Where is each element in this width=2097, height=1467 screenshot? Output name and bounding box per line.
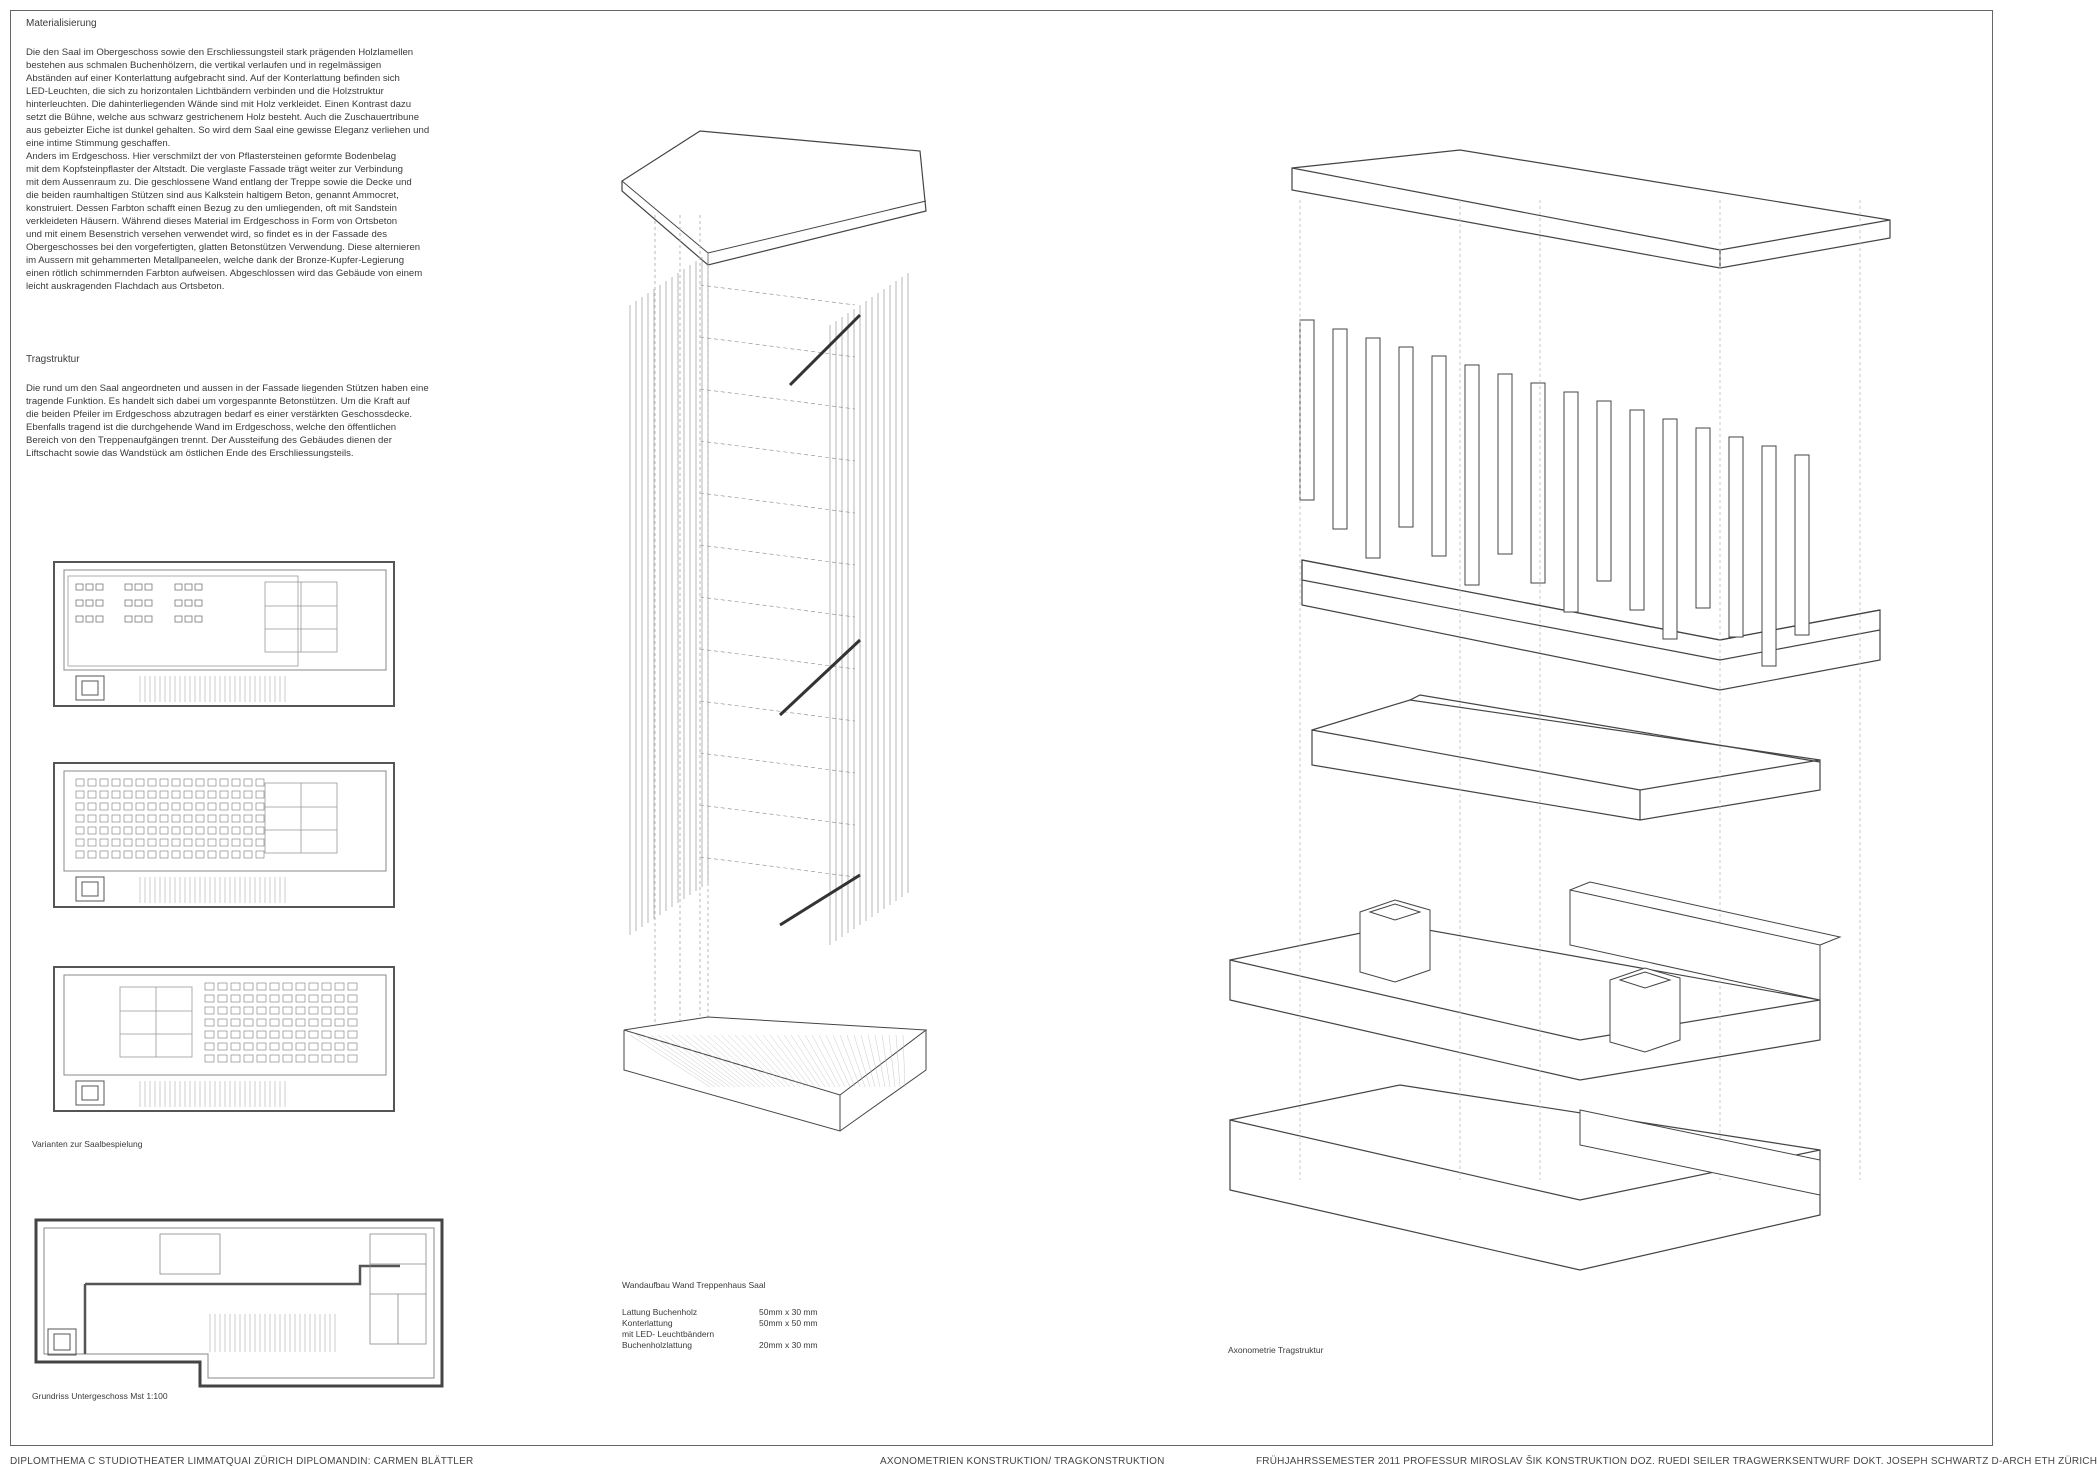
- text-line: die beiden raumhaltigen Stützen sind aus Kalkstein haltigem Beton, genannt Ammocret,: [26, 190, 399, 201]
- spec-name: Konterlattung: [622, 1318, 673, 1328]
- text-line: Obergeschosses bei den vorgefertigten, glatten Betonstützen Verwendung. Diese alternieren: [26, 242, 421, 253]
- text-line: eine intime Stimmung geschaffen.: [26, 138, 171, 149]
- wandaufbau-caption: Wandaufbau Wand Treppenhaus Saal: [622, 1280, 766, 1290]
- materialisierung-text: [26, 46, 429, 293]
- text-line: leicht auskragenden Flachdach aus Ortsbeton.: [26, 281, 225, 292]
- text-line: tragende Funktion. Es handelt sich dabei um vorgespannte Betonstützen. Um die Kraft auf: [26, 396, 410, 407]
- text-line: die beiden Pfeiler im Erdgeschoss abzutragen bedarf es einer verstärkten Geschossdecke.: [26, 409, 413, 420]
- spec-value: 50mm x 50 mm: [759, 1318, 818, 1328]
- text-line: Die den Saal im Obergeschoss sowie den Erschliessungsteil stark prägenden Holzlamellen: [26, 47, 414, 58]
- text-line: Anders im Erdgeschoss. Hier verschmilzt der von Pflastersteinen geformte Bodenbelag: [26, 151, 397, 162]
- text-line: LED-Leuchten, die sich zu horizontalen Lichtbändern verbinden und die Holzstruktur: [26, 86, 384, 97]
- spec-name: Lattung Buchenholz: [622, 1307, 698, 1317]
- floor-plan-variant-1: [40, 556, 410, 716]
- floor-plan-variant-2: [40, 757, 410, 917]
- text-line: setzt die Bühne, welche aus schwarz gestrichenem Holz besteht. Auch die Zuschauertribune: [26, 112, 420, 123]
- spec-value: 50mm x 30 mm: [759, 1307, 818, 1317]
- saalbespielung-caption: Varianten zur Saalbespielung: [32, 1139, 143, 1149]
- spec-name: mit LED- Leuchtbändern: [622, 1329, 715, 1339]
- text-line: aus gebeizter Eiche ist dunkel gehalten. So wird dem Saal eine gewisse Eleganz verliehen und: [26, 125, 430, 136]
- text-line: und mit einem Besenstrich versehen verwendet wird, so findet es in der Fassade des: [26, 229, 388, 240]
- spec-value: 20mm x 30 mm: [759, 1340, 818, 1350]
- axonometrie-caption: Axonometrie Tragstruktur: [1228, 1345, 1324, 1355]
- text-line: Abständen auf einer Konterlattung aufgebracht sind. Auf der Konterlattung befinden sich: [26, 73, 400, 84]
- text-line: einen rötlich schimmernden Farbton aufweisen. Abgeschlossen wird das Gebäude von einem: [26, 268, 423, 279]
- tragstruktur-heading: Tragstruktur: [26, 354, 80, 365]
- text-line: Bereich von den Treppenaufgängen trennt. Der Aussteifung des Gebäudes dienen der: [26, 435, 392, 446]
- footer-right: FRÜHJAHRSSEMESTER 2011 PROFESSUR MIROSLAV ŠIK KONSTRUKTION DOZ. RUEDI SEILER TRAGWERKSENTWURF DOKT. JOSEPH SCHWARTZ D-ARCH ETH ZÜRICH: [1256, 1456, 2097, 1467]
- text-line: mit dem Kopfsteinpflaster der Altstadt. Die verglaste Fassade trägt weiter zur Verbindung: [26, 164, 404, 175]
- floor-plan-variant-3: [40, 961, 410, 1121]
- basement-plan: [30, 1214, 450, 1394]
- text-line: verkleideten Häusern. Während dieses Material im Erdgeschoss in Form von Ortsbeton: [26, 216, 398, 227]
- tragstruktur-text: [26, 382, 429, 460]
- text-line: mit dem Aussenraum zu. Die geschlossene Wand entlang der Treppe sowie die Decke und: [26, 177, 412, 188]
- footer-left: DIPLOMTHEMA C STUDIOTHEATER LIMMATQUAI ZÜRICH DIPLOMANDIN: CARMEN BLÄTTLER: [10, 1456, 474, 1467]
- wall-axonometric: [620, 125, 920, 1125]
- footer-center: AXONOMETRIEN KONSTRUKTION/ TRAGKONSTRUKTION: [880, 1456, 1165, 1467]
- text-line: Liftschacht sowie das Wandstück am östlichen Ende des Erschliessungsteils.: [26, 448, 354, 459]
- text-line: hinterleuchten. Die dahinterliegenden Wände sind mit Holz verkleidet. Einen Kontrast dazu: [26, 99, 412, 110]
- text-line: Ebenfalls tragend ist die durchgehende Wand im Erdgeschoss, welche den öffentlichen: [26, 422, 397, 433]
- grundriss-caption: Grundriss Untergeschoss Mst 1:100: [32, 1391, 168, 1401]
- text-line: konstruiert. Dessen Farbton schafft einen Bezug zu den umliegenden, oft mit Sandstein: [26, 203, 397, 214]
- structure-axonometric: [1220, 140, 1900, 1200]
- text-line: bestehen aus schmalen Buchenhölzern, die vertikal verlaufen und in regelmässigen: [26, 60, 382, 71]
- text-line: Die rund um den Saal angeordneten und aussen in der Fassade liegenden Stützen haben eine: [26, 383, 429, 394]
- materialisierung-heading: Materialisierung: [26, 18, 97, 29]
- text-line: im Aussern mit gehammerten Metallpaneelen, welche dank der Bronze-Kupfer-Legierung: [26, 255, 405, 266]
- spec-name: Buchenholzlattung: [622, 1340, 692, 1350]
